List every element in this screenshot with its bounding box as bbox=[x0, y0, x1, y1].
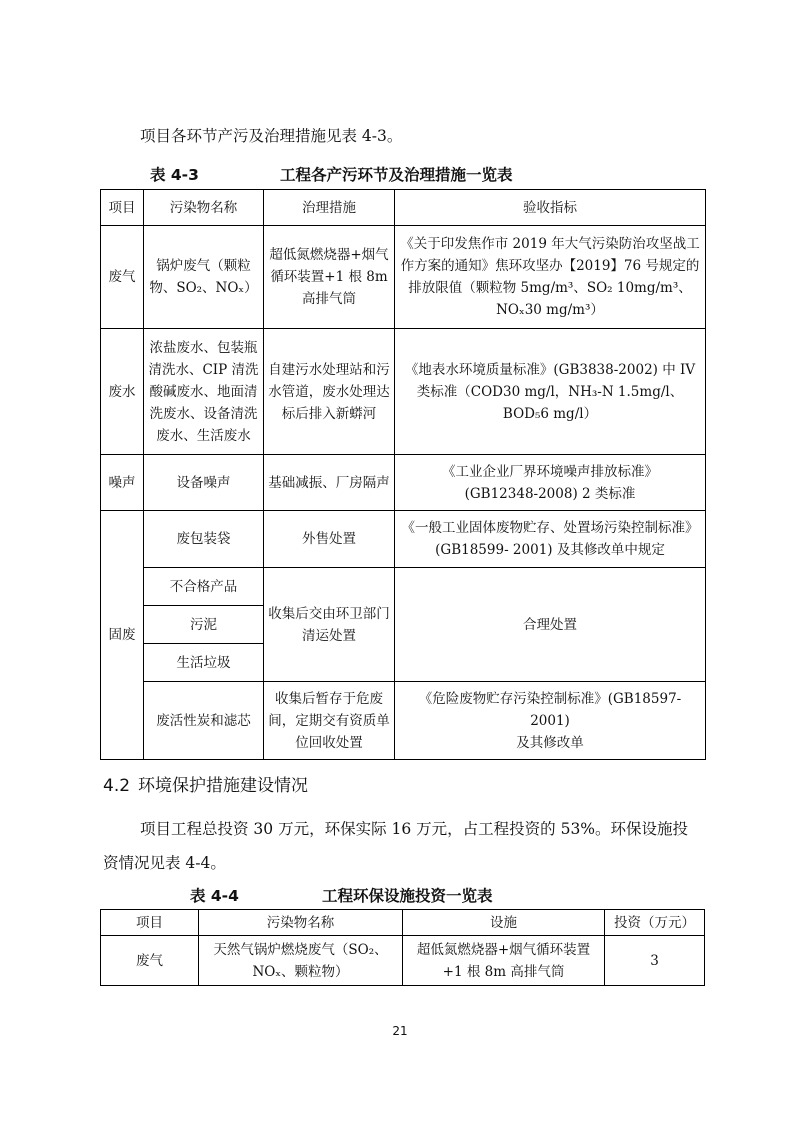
table-row bbox=[101, 226, 706, 329]
section-title: 环境保护措施建设情况 bbox=[138, 776, 309, 796]
measure-cell: 自建污水处理站和污水管道，废水处理达标后排入新蟒河 bbox=[264, 329, 395, 455]
category-cell: 废水 bbox=[101, 329, 144, 455]
category-cell: 废气 bbox=[101, 226, 144, 329]
table-4-4 bbox=[100, 909, 705, 986]
facility-cell: 超低氮燃烧器+烟气循环装置+1 根 8m 高排气筒 bbox=[403, 936, 605, 986]
page-number: 21 bbox=[392, 1024, 408, 1038]
measure-cell: 超低氮燃烧器+烟气循环装置+1 根 8m 高排气筒 bbox=[264, 226, 395, 329]
header-cell: 污染物名称 bbox=[144, 190, 264, 226]
header-cell: 治理措施 bbox=[264, 190, 395, 226]
category-cell: 废气 bbox=[101, 936, 199, 986]
category-cell: 噪声 bbox=[101, 455, 144, 511]
standard-line: 《危险废物贮存污染控制标准》(GB18597-2001) bbox=[418, 690, 682, 729]
paragraph-line: 资情况见表 4-4。 bbox=[103, 854, 226, 872]
table-title: 工程各产污环节及治理措施一览表 bbox=[280, 166, 513, 184]
measure-cell: 收集后交由环卫部门清运处置 bbox=[264, 568, 395, 682]
standard-line: (GB12348-2008) 2 类标准 bbox=[464, 485, 636, 502]
table-header-row bbox=[101, 910, 705, 936]
section-heading bbox=[103, 771, 308, 796]
table-number: 表 4-4 bbox=[190, 887, 239, 905]
header-cell: 项目 bbox=[101, 190, 144, 226]
pollutant-cell: 污泥 bbox=[144, 606, 264, 644]
standard-cell bbox=[395, 682, 706, 760]
measure-cell: 外售处置 bbox=[264, 511, 395, 568]
standard-line: 《一般工业固体废物贮存、处置场污染控制标准》 bbox=[401, 520, 699, 536]
table-4-3-caption bbox=[150, 163, 650, 185]
pollutant-cell: 浓盐废水、包装瓶清洗水、CIP 清洗酸碱废水、地面清洗废水、设备清洗废水、生活废水 bbox=[144, 329, 264, 455]
standard-cell: 《关于印发焦作市 2019 年大气污染防治攻坚战工作方案的通知》焦环攻坚办【2019】76 号规定的排放限值（颗粒物 5mg/m³、SO₂ 10mg/m³、NOₓ30 mg/m³） bbox=[395, 226, 706, 329]
header-cell: 投资（万元） bbox=[605, 910, 705, 936]
standard-line: 及其修改单 bbox=[516, 734, 584, 751]
standard-cell bbox=[395, 511, 706, 568]
measure-cell: 基础减振、厂房隔声 bbox=[264, 455, 395, 511]
table-row bbox=[101, 682, 706, 760]
header-cell: 污染物名称 bbox=[199, 910, 403, 936]
pollutant-cell: 生活垃圾 bbox=[144, 644, 264, 682]
pollutant-cell: 废包装袋 bbox=[144, 511, 264, 568]
category-cell: 固废 bbox=[101, 511, 144, 760]
pollutant-cell: 天然气锅炉燃烧废气（SO₂、NOₓ、颗粒物） bbox=[199, 936, 403, 986]
investment-cell: 3 bbox=[605, 936, 705, 986]
paragraph-line: 项目工程总投资 30 万元，环保实际 16 万元，占工程投资的 53%。环保设施投 bbox=[140, 820, 689, 838]
table-row bbox=[101, 511, 706, 568]
standard-line: 《工业企业厂界环境噪声排放标准》 bbox=[442, 463, 658, 480]
pollutant-cell: 锅炉废气（颗粒物、SO₂、NOₓ） bbox=[144, 226, 264, 329]
table-4-4-caption bbox=[190, 884, 610, 906]
table-header-row bbox=[101, 190, 706, 226]
standard-line: (GB18599- 2001) 及其修改单中规定 bbox=[435, 542, 665, 558]
table-row bbox=[101, 329, 706, 455]
standard-cell: 合理处置 bbox=[395, 568, 706, 682]
header-cell: 设施 bbox=[403, 910, 605, 936]
section-number: 4.2 bbox=[103, 776, 131, 796]
table-title: 工程环保设施投资一览表 bbox=[322, 887, 493, 905]
pollutant-cell: 设备噪声 bbox=[144, 455, 264, 511]
header-cell: 项目 bbox=[101, 910, 199, 936]
table-4-3 bbox=[100, 189, 706, 760]
table-row bbox=[101, 455, 706, 511]
table-row bbox=[101, 936, 705, 986]
table-row bbox=[101, 568, 706, 606]
standard-cell: 《地表水环境质量标准》(GB3838-2002) 中 IV 类标准（COD30 mg/l，NH₃-N 1.5mg/l、BOD₅6 mg/l） bbox=[395, 329, 706, 455]
intro-paragraph: 项目各环节产污及治理措施见表 4-3。 bbox=[140, 127, 403, 145]
table-number: 表 4-3 bbox=[150, 166, 199, 184]
pollutant-cell: 不合格产品 bbox=[144, 568, 264, 606]
investment-paragraph bbox=[103, 815, 703, 877]
header-cell: 验收指标 bbox=[395, 190, 706, 226]
standard-cell bbox=[395, 455, 706, 511]
pollutant-cell: 废活性炭和滤芯 bbox=[144, 682, 264, 760]
measure-cell: 收集后暂存于危废间，定期交有资质单位回收处置 bbox=[264, 682, 395, 760]
